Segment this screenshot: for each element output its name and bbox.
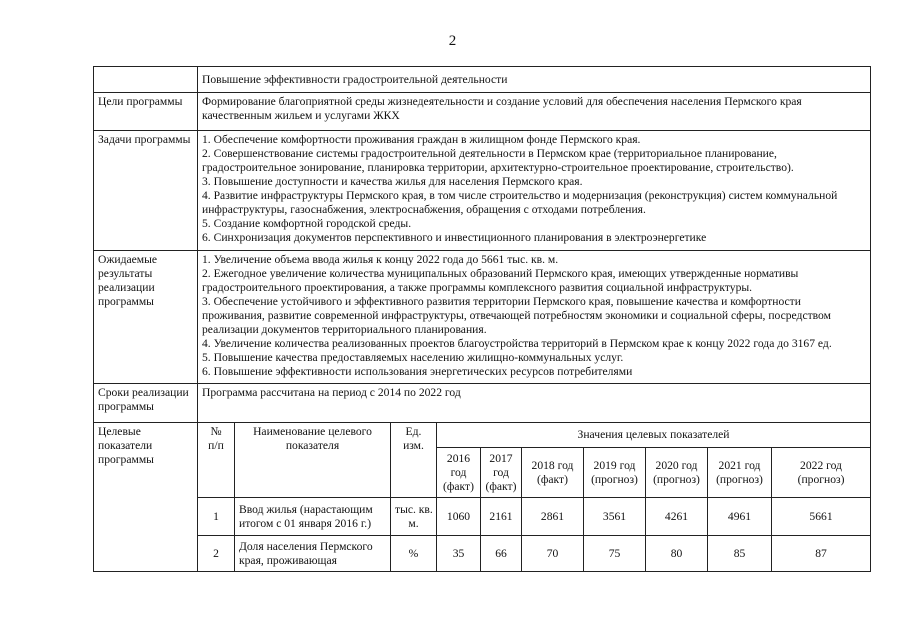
unit-line: % (408, 546, 419, 560)
value-cell: 35 (437, 536, 481, 572)
program-passport-table (93, 66, 871, 572)
task-line: 3. Повышение доступности и качества жилья для населения Пермского края. (202, 175, 583, 188)
task-line: 5. Создание комфортной городской среды. (202, 217, 412, 230)
value-cell: 3561 (584, 498, 646, 536)
goals-row (94, 93, 871, 131)
value-cell: 5661 (772, 498, 871, 536)
year-2018-header (522, 448, 584, 498)
year-line: (факт) (485, 479, 517, 493)
task-line: 1. Обеспечение комфортности проживания граждан в жилищном фонде Пермского края. (202, 133, 641, 146)
value-cell: 66 (481, 536, 522, 572)
year-2019-header (584, 448, 646, 498)
year-line: (факт) (443, 479, 474, 493)
results-text (198, 251, 871, 384)
header-unit (391, 423, 437, 498)
year-line: 2021 год (718, 458, 761, 472)
terms-label-line: программы (98, 400, 154, 413)
year-line: 2017 (489, 451, 513, 465)
targets-label-line: Целевые (98, 425, 141, 438)
value-cell: 87 (772, 536, 871, 572)
targets-label (94, 423, 198, 572)
value-cell: 80 (646, 536, 708, 572)
result-line: 6. Повышение эффективности использования энергетических ресурсов потребителями (202, 365, 633, 378)
year-line: 2016 (446, 451, 471, 465)
value-cell: 1060 (437, 498, 481, 536)
tasks-label: Задачи программы (94, 131, 198, 251)
header-unit-line: изм. (403, 439, 424, 452)
empty-label-cell (94, 67, 198, 93)
tasks-text (198, 131, 871, 251)
header-num-line: № (210, 425, 222, 438)
page-number: 2 (448, 33, 457, 49)
value-cell: 70 (522, 536, 584, 572)
indicator-name (235, 498, 391, 536)
results-label (94, 251, 198, 384)
goals-line: Формирование благоприятной среды жизнедеятельности и создание условий для обеспечения населения Пермского края (202, 95, 802, 108)
year-line: (прогноз) (653, 472, 700, 486)
task-line: 4. Развитие инфраструктуры Пермского края, в том числе строительство и модернизация (реконструкция) систем коммунальной (202, 189, 838, 202)
year-line: (прогноз) (797, 472, 845, 486)
targets-label-line: программы (98, 453, 154, 466)
header-name-line: показателя (285, 439, 340, 452)
year-line: 2020 год (655, 458, 698, 472)
row-num: 2 (198, 536, 235, 572)
result-line: проживания, развитие современной инфраструктуры, отвечающей потребностям экономики и социальной сферы, посредством (202, 309, 831, 322)
result-line: реализации документов территориального планирования. (202, 323, 487, 336)
task-line: инфраструктуры, газоснабжения, электроснабжения, обращения с отходами потребления. (202, 203, 646, 216)
task-line: 6. Синхронизация документов перспективного и инвестиционного планирования в электроэнергетике (202, 231, 707, 244)
result-line: градостроительного проектирования, а также программы комплексного развития социальной инфраструктуры. (202, 281, 753, 294)
header-unit-line: Ед. (405, 425, 422, 438)
indicator-name-line: Доля населения Пермского (239, 539, 373, 553)
header-num-line: п/п (208, 439, 224, 452)
year-line: 2018 год (531, 458, 574, 472)
goals-text (198, 93, 871, 131)
task-line: 2. Совершенствование системы градостроительной деятельности в Пермском крае (территориальное планирование, (202, 147, 777, 160)
year-line: (прогноз) (591, 472, 638, 486)
year-line: (прогноз) (716, 472, 763, 486)
results-label-line: реализации (98, 281, 155, 294)
year-2017-header (481, 448, 522, 498)
year-line: (факт) (537, 472, 568, 486)
results-label-line: Ожидаемые (98, 253, 158, 266)
table-row (94, 498, 871, 536)
value-cell: 75 (584, 536, 646, 572)
indicator-name-line: края, проживающая (239, 553, 337, 567)
value-cell: 2161 (481, 498, 522, 536)
year-line: год (493, 465, 509, 479)
unit-line: м. (408, 516, 419, 530)
value-cell: 85 (708, 536, 772, 572)
subprogram-text: Повышение эффективности градостроительной деятельности (198, 67, 871, 93)
year-2022-header (772, 448, 871, 498)
subprogram-row (94, 67, 871, 93)
result-line: 5. Повышение качества предоставляемых населению жилищно-коммунальных услуг. (202, 351, 624, 364)
terms-label-line: Сроки реализации (98, 386, 189, 399)
year-2016-header (437, 448, 481, 498)
task-line: градостроительное зонирование, планировка территории, архитектурно-строительное проектирование, строительство). (202, 161, 794, 174)
results-row (94, 251, 871, 384)
header-num (198, 423, 235, 498)
goals-line: качественным жильем и услугами ЖКХ (202, 109, 400, 122)
terms-label (94, 384, 198, 423)
unit-cell (391, 536, 437, 572)
terms-text: Программа рассчитана на период с 2014 по 2022 год (198, 384, 871, 423)
result-line: 2. Ежегодное увеличение количества муниципальных образований Пермского края, имеющих утвержденные нормативы (202, 267, 799, 280)
header-indicator-name (235, 423, 391, 498)
indicator-name-line: итогом с 01 января 2016 г.) (239, 516, 372, 530)
result-line: 4. Увеличение количества реализованных проектов благоустройства территорий в Пермском крае к концу 2022 года до 3167 ед. (202, 337, 832, 350)
year-line: год (450, 465, 467, 479)
header-values-title: Значения целевых показателей (437, 423, 871, 448)
results-label-line: результаты (98, 267, 153, 280)
terms-row (94, 384, 871, 423)
unit-line: тыс. кв. (395, 502, 433, 516)
indicator-name-line: Ввод жилья (нарастающим (239, 502, 373, 516)
value-cell: 4961 (708, 498, 772, 536)
targets-header-row (94, 423, 871, 448)
header-name-line: Наименование целевого (253, 425, 372, 438)
year-2021-header (708, 448, 772, 498)
tasks-row (94, 131, 871, 251)
table-row (94, 536, 871, 572)
indicator-name (235, 536, 391, 572)
year-line: 2019 год (593, 458, 636, 472)
targets-label-line: показатели (98, 439, 153, 452)
year-line: 2022 год (800, 458, 842, 472)
value-cell: 4261 (646, 498, 708, 536)
year-2020-header (646, 448, 708, 498)
goals-label: Цели программы (94, 93, 198, 131)
result-line: 1. Увеличение объема ввода жилья к концу 2022 года до 5661 тыс. кв. м. (202, 253, 559, 266)
row-num: 1 (198, 498, 235, 536)
results-label-line: программы (98, 295, 154, 308)
result-line: 3. Обеспечение устойчивого и эффективного развития территории Пермского края, повышение качества и комфортности (202, 295, 801, 308)
value-cell: 2861 (522, 498, 584, 536)
unit-cell (391, 498, 437, 536)
